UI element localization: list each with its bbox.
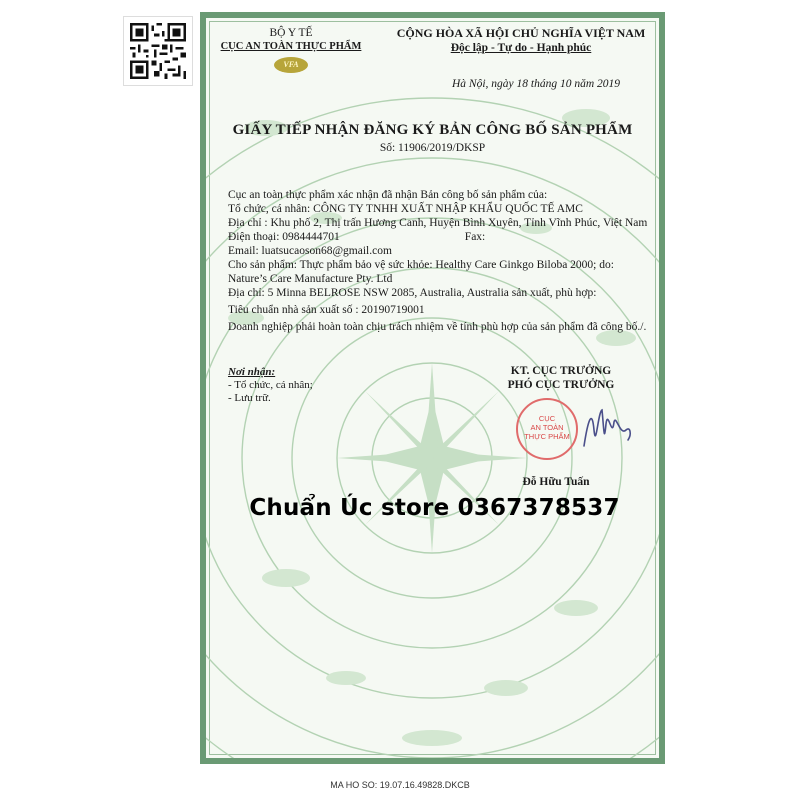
recipients-label: Nơi nhận:	[228, 366, 276, 378]
fax-line: Fax:	[464, 231, 486, 243]
store-overlay-text: Chuẩn Úc store 0367378537	[249, 495, 620, 521]
standard-line: Tiêu chuẩn nhà sản xuất số : 20190719001	[228, 304, 425, 316]
file-code-footer: MA HO SO: 19.07.16.49828.DKCB	[330, 780, 470, 790]
recipients-block	[228, 366, 408, 405]
ministry-name: BỘ Y TẾ	[269, 27, 313, 39]
nation-name: CỘNG HÒA XÃ HỘI CHỦ NGHĨA VIỆT NAM	[396, 26, 646, 40]
address-line: Địa chỉ : Khu phố 2, Thị trấn Hương Canh, Huyện Bình Xuyên, Tỉnh Vĩnh Phúc, Việt Nam	[228, 217, 648, 229]
organization-line: Tổ chức, cá nhân: CÔNG TY TNHH XUẤT NHẬP KHẨU QUỐC TẾ AMC	[228, 203, 583, 215]
manufacturer-address-line: Địa chỉ: 5 Minna BELROSE NSW 2085, Australia, Australia sản xuất, phù hợp:	[228, 287, 597, 299]
email-line: Email: luatsucaoson68@gmail.com	[228, 245, 392, 257]
official-red-stamp	[516, 398, 578, 460]
handwritten-signature	[576, 400, 636, 460]
document-number: Số: 11906/2019/DKSP	[379, 142, 486, 154]
product-line: Cho sản phẩm: Thực phẩm bảo vệ sức khỏe: Healthy Care Ginkgo Biloba 2000; do: Nature’s Care Manufacture Pty. Ltd	[228, 259, 614, 285]
signer-block	[481, 364, 641, 392]
responsibility-line: Doanh nghiệp phải hoàn toàn chịu trách nhiệm về tính phù hợp của sản phẩm đã công bố./.	[228, 321, 647, 333]
recipient-item: - Tổ chức, cá nhân;	[228, 379, 313, 391]
document-title: GIẤY TIẾP NHẬN ĐĂNG KÝ BẢN CÔNG BỐ SẢN PHẨM	[232, 122, 633, 138]
national-motto: Độc lập - Tự do - Hạnh phúc	[450, 42, 592, 54]
stamp-line: AN TOÀN	[530, 423, 564, 432]
contact-row	[228, 230, 648, 244]
department-name: CỤC AN TOÀN THỰC PHẨM	[220, 41, 362, 52]
vfa-emblem-logo: VFA	[274, 57, 308, 73]
intro-text: Cục an toàn thực phẩm xác nhận đã nhận Bản công bố sản phẩm của:	[228, 189, 548, 201]
stamp-line: THỰC PHẨM	[524, 432, 570, 441]
certificate-document	[200, 12, 665, 764]
recipient-item: - Lưu trữ.	[228, 392, 271, 404]
header-right	[386, 26, 656, 56]
stamp-line: CỤC	[538, 414, 556, 423]
signer-name: Đỗ Hữu Tuấn	[522, 476, 590, 488]
header-left	[216, 26, 366, 73]
signer-role-1: KT. CỤC TRƯỞNG	[510, 365, 612, 377]
phone-line: Điện thoại: 0984444701	[228, 231, 340, 243]
signer-role-2: PHÓ CỤC TRƯỞNG	[507, 379, 615, 391]
issue-date: Hà Nội, ngày 18 tháng 10 năm 2019	[451, 78, 621, 90]
document-body	[228, 188, 648, 334]
qr-code	[123, 16, 193, 86]
